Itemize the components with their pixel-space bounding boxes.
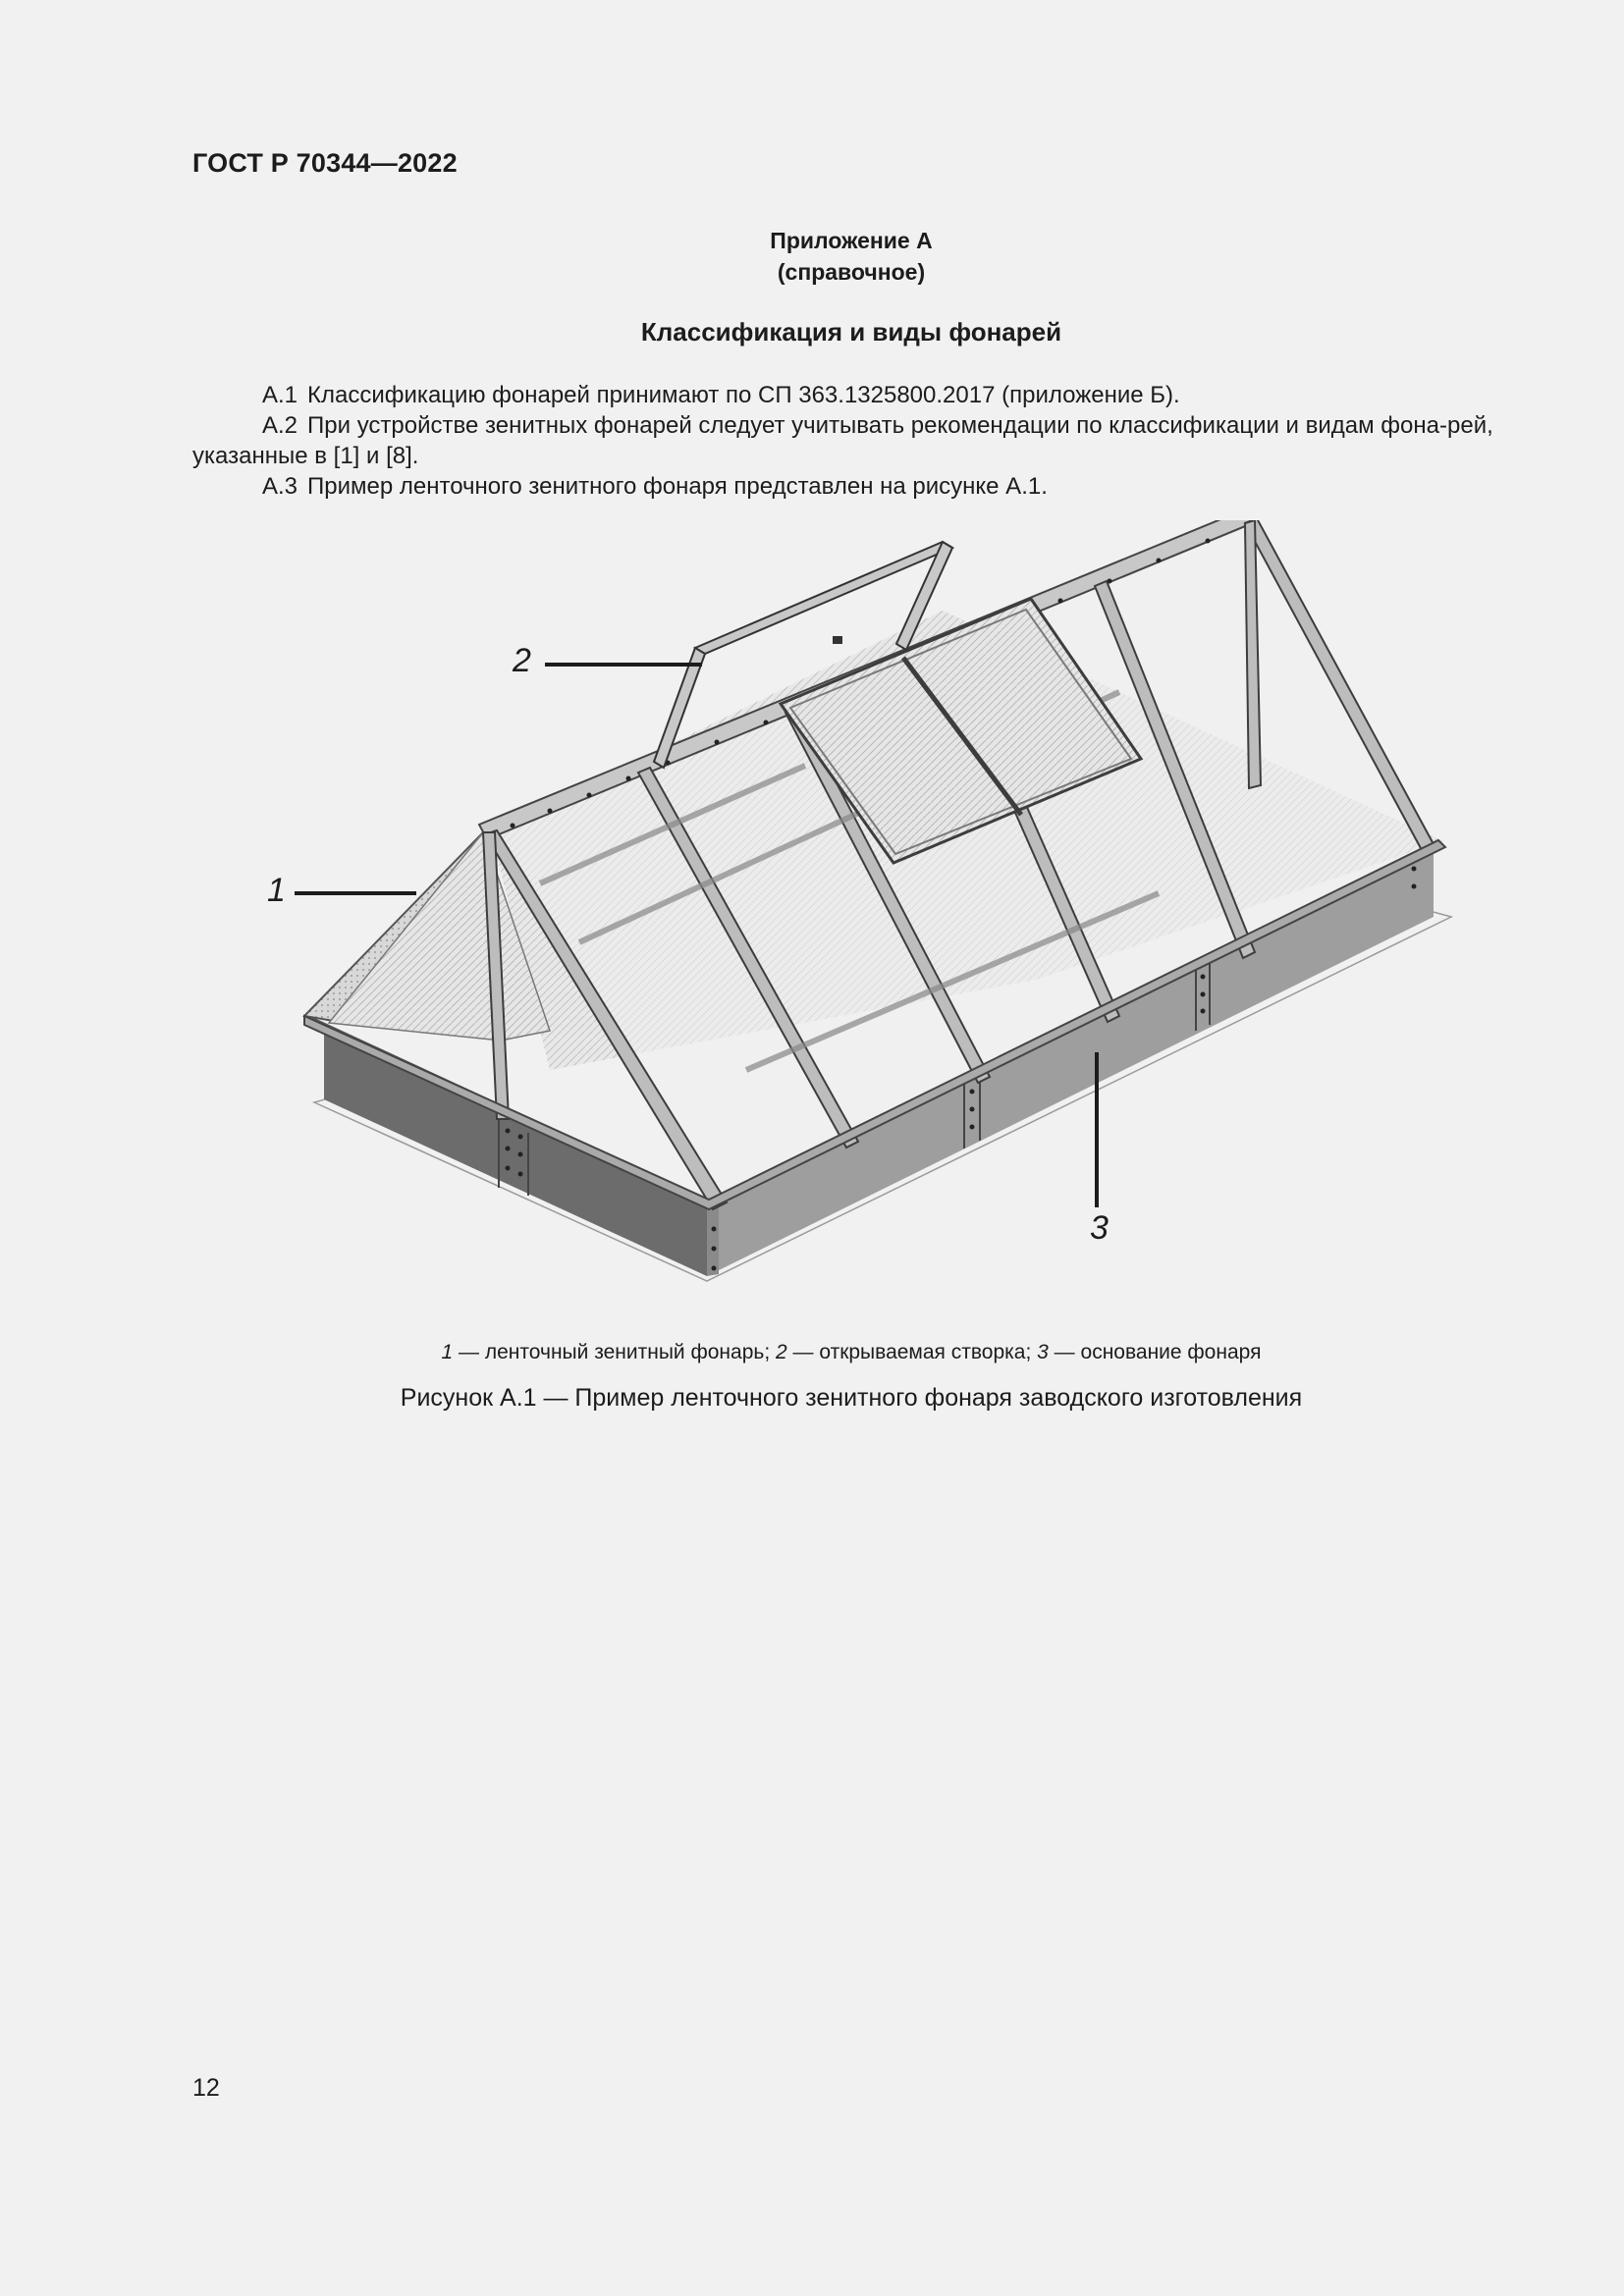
paragraph-a1 [192,380,1580,410]
paragraph-a2 [192,410,1510,471]
skylight-drawing [255,520,1453,1296]
paragraph-a3 [192,471,1580,502]
paragraph-text: Классификацию фонарей принимают по СП 363.1325800.2017 (приложение Б). [307,382,1180,408]
page-number: 12 [192,2074,220,2102]
skylight-figure [255,520,1453,1296]
figure-caption: Рисунок А.1 — Пример ленточного зенитного фонаря заводского изготовления [400,1384,1303,1412]
legend-number: 1 [441,1341,454,1363]
paragraph-number: А.2 [262,412,298,439]
callout-1: 1 [267,872,286,909]
callout-2: 2 [513,642,531,679]
annex-subtitle: (справочное) [777,259,926,285]
paragraph-number: А.1 [262,382,298,408]
legend-text: — основание фонаря [1048,1341,1262,1363]
section-title: Классификация и виды фонарей [640,317,1062,347]
callout-3: 3 [1090,1209,1109,1247]
document-header: ГОСТ Р 70344—2022 [192,148,458,178]
paragraph-text: При устройстве зенитных фонарей следует учитывать рекомендации по классификации и видам фона-рей, указанные в [1] и [8]. [192,412,1493,469]
legend-text: — открываемая створка; [786,1341,1038,1363]
paragraph-text: Пример ленточного зенитного фонаря представлен на рисунке А.1. [307,473,1048,500]
legend-number: 3 [1037,1341,1049,1363]
legend-number: 2 [776,1341,787,1363]
legend-text: — ленточный зенитный фонарь; [453,1341,776,1363]
figure-legend [0,1341,1624,1364]
paragraph-number: А.3 [262,473,298,500]
annex-title: Приложение А [770,228,933,253]
